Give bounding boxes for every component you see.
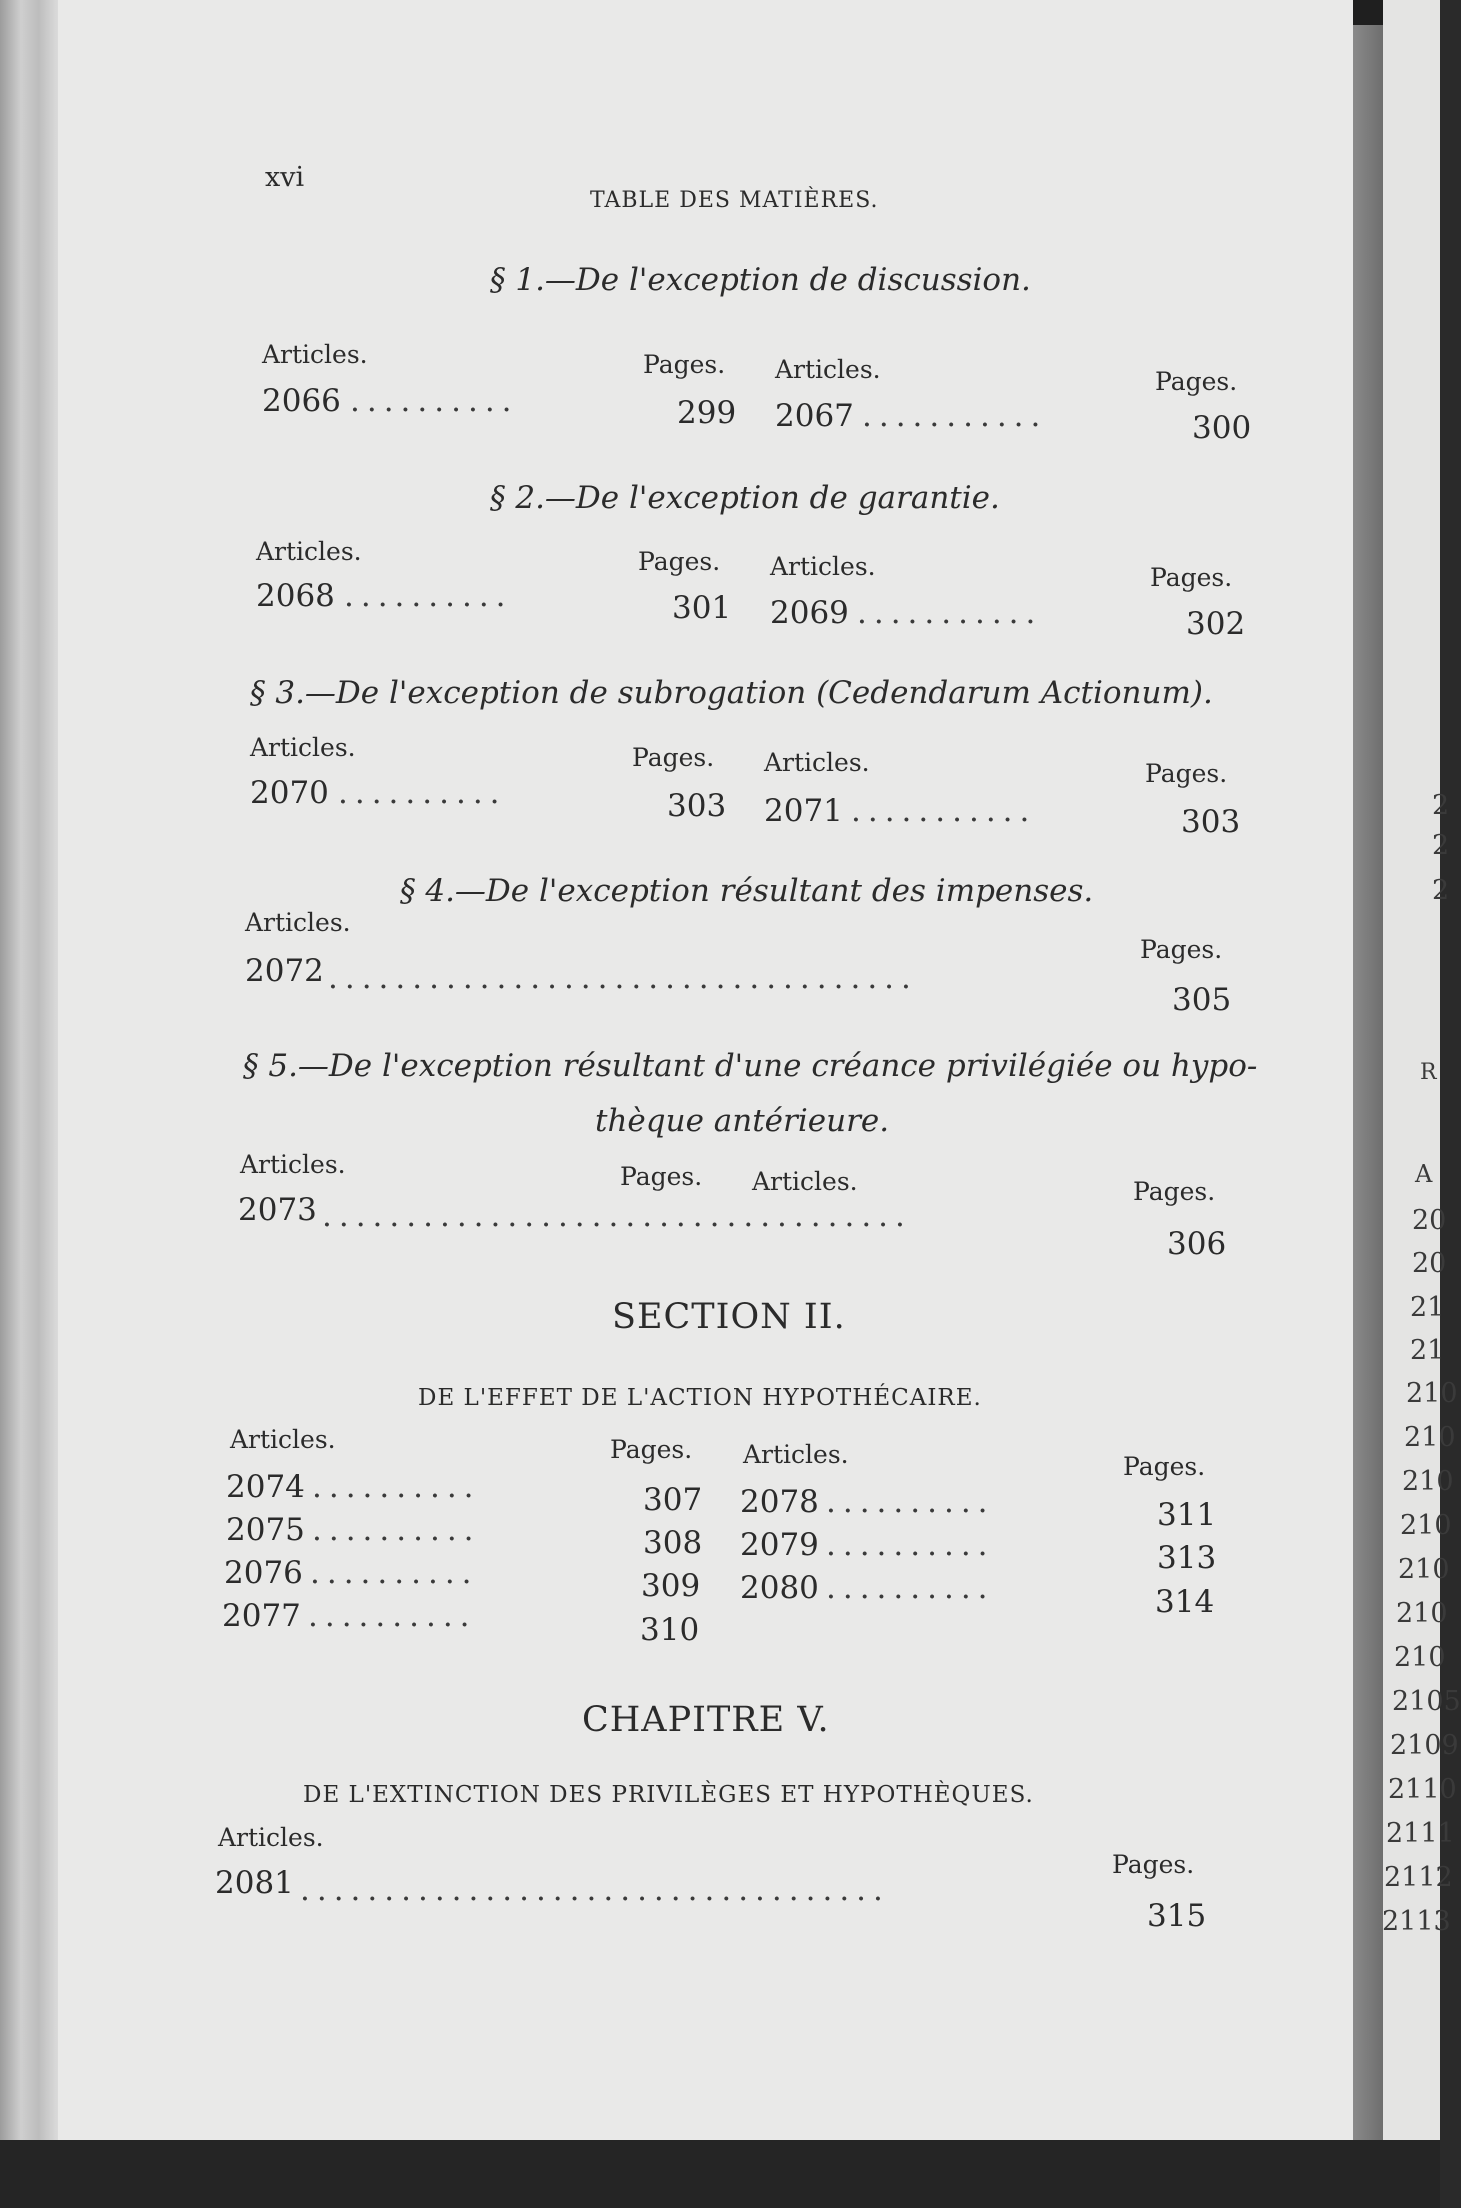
page-reference: 307	[643, 1482, 703, 1518]
articles-label: Articles.	[764, 748, 870, 777]
pages-label: Pages.	[1155, 367, 1238, 396]
book-gutter	[1353, 25, 1383, 2140]
pages-label: Pages.	[1123, 1452, 1206, 1481]
page-reference: 299	[677, 395, 737, 431]
facing-page-fragment: 20	[1412, 1248, 1447, 1279]
article-number: 2073	[238, 1192, 317, 1228]
articles-label: Articles.	[218, 1823, 324, 1852]
pages-label: Pages.	[638, 547, 721, 576]
pages-label: Pages.	[1112, 1850, 1195, 1879]
leader-dots: ...........	[862, 398, 1048, 434]
section-2-title: § 2.—De l'exception de garantie.	[490, 480, 1000, 516]
leader-dots: ..........	[312, 1512, 481, 1548]
page-reference: 313	[1157, 1540, 1217, 1576]
articles-label: Articles.	[775, 355, 881, 384]
page-reference: 300	[1192, 410, 1252, 446]
pages-label: Pages.	[1150, 563, 1233, 592]
leader-dots: ..........	[826, 1570, 995, 1606]
facing-page-fragment: 2	[1432, 875, 1450, 906]
facing-page-fragment: 2	[1432, 830, 1450, 861]
article-number: 2067	[775, 398, 854, 434]
section-5-title-continued: thèque antérieure.	[595, 1103, 890, 1139]
pages-label: Pages.	[1140, 935, 1223, 964]
facing-page-fragment: 2112	[1384, 1862, 1453, 1893]
facing-page-fragment: 210	[1396, 1598, 1448, 1629]
articles-label: Articles.	[256, 537, 362, 566]
pages-label: Pages.	[632, 743, 715, 772]
facing-page-fragment: 2110	[1388, 1774, 1457, 1805]
leader-dots: ...................................	[322, 1198, 912, 1234]
facing-page-fragment: 2111	[1386, 1818, 1455, 1849]
page-reference: 303	[1181, 804, 1241, 840]
section-1-title: § 1.—De l'exception de discussion.	[490, 262, 1031, 298]
article-number: 2072	[245, 953, 324, 989]
facing-page-fragment: 2105	[1392, 1686, 1461, 1717]
scan-bottom-border	[0, 2140, 1440, 2208]
leader-dots: ..........	[344, 578, 513, 614]
page-reference: 314	[1155, 1584, 1215, 1620]
page-reference: 306	[1167, 1226, 1227, 1262]
leader-dots: ..........	[826, 1484, 995, 1520]
articles-label: Articles.	[743, 1440, 849, 1469]
pages-label: Pages.	[610, 1435, 693, 1464]
leader-dots: ...................................	[328, 960, 918, 996]
section-5-title: § 5.—De l'exception résultant d'une créance privilégiée ou hypo-	[243, 1048, 1258, 1084]
pages-label: Pages.	[1133, 1177, 1216, 1206]
running-title: TABLE DES MATIÈRES.	[590, 188, 879, 213]
article-number: 2070	[250, 775, 329, 811]
leader-dots: ..........	[308, 1598, 477, 1634]
facing-page-fragment: 210	[1398, 1554, 1450, 1585]
pages-label: Pages.	[643, 350, 726, 379]
page-reference: 315	[1147, 1898, 1207, 1934]
article-number: 2074	[226, 1469, 305, 1505]
page-reference: 303	[667, 788, 727, 824]
page-reference: 308	[643, 1525, 703, 1561]
facing-page-fragment: 210	[1394, 1642, 1446, 1673]
page-reference: 305	[1172, 982, 1232, 1018]
article-number: 2066	[262, 383, 341, 419]
page-reference: 310	[640, 1612, 700, 1648]
chapter-heading: CHAPITRE V.	[582, 1700, 830, 1740]
page-reference: 311	[1157, 1497, 1217, 1533]
leader-dots: ..........	[350, 383, 519, 419]
leader-dots: ...........	[851, 793, 1037, 829]
facing-page-fragment: 21	[1410, 1335, 1445, 1366]
chapter-subheading: DE L'EXTINCTION DES PRIVILÈGES ET HYPOTHÈQUES.	[303, 1782, 1034, 1808]
article-number: 2076	[224, 1555, 303, 1591]
articles-label: Articles.	[240, 1150, 346, 1179]
facing-page-fragment: 20	[1412, 1205, 1447, 1236]
facing-page-fragment: 210	[1404, 1422, 1456, 1453]
articles-label: Articles.	[752, 1167, 858, 1196]
leader-dots: ...................................	[300, 1872, 890, 1908]
facing-page-fragment: 2109	[1390, 1730, 1459, 1761]
articles-label: Articles.	[230, 1425, 336, 1454]
leader-dots: ..........	[338, 775, 507, 811]
page-reference: 301	[672, 590, 732, 626]
section-heading: SECTION II.	[612, 1297, 846, 1337]
article-number: 2077	[222, 1598, 301, 1634]
article-number: 2071	[764, 793, 843, 829]
facing-page-fragment: 2113	[1382, 1906, 1451, 1937]
section-4-title: § 4.—De l'exception résultant des impenses.	[400, 873, 1094, 909]
section-subheading: DE L'EFFET DE L'ACTION HYPOTHÉCAIRE.	[418, 1385, 982, 1411]
pages-label: Pages.	[1145, 759, 1228, 788]
page-number: xvi	[265, 162, 305, 193]
leader-dots: ..........	[312, 1469, 481, 1505]
article-number: 2069	[770, 595, 849, 631]
facing-page-fragment: A	[1415, 1160, 1433, 1188]
article-number: 2080	[740, 1570, 819, 1606]
article-number: 2079	[740, 1527, 819, 1563]
leader-dots: ...........	[857, 595, 1043, 631]
article-number: 2078	[740, 1484, 819, 1520]
page-reference: 302	[1186, 606, 1246, 642]
articles-label: Articles.	[250, 733, 356, 762]
article-number: 2068	[256, 578, 335, 614]
facing-page-fragment: 210	[1400, 1510, 1452, 1541]
facing-page-fragment: 210	[1402, 1466, 1454, 1497]
page-reference: 309	[641, 1568, 701, 1604]
facing-page-fragment: 21	[1410, 1292, 1445, 1323]
facing-page-fragment: 2	[1432, 790, 1450, 821]
leader-dots: ..........	[826, 1527, 995, 1563]
articles-label: Articles.	[770, 552, 876, 581]
article-number: 2075	[226, 1512, 305, 1548]
articles-label: Articles.	[245, 908, 351, 937]
leader-dots: ..........	[310, 1555, 479, 1591]
facing-page-fragment: 210	[1406, 1378, 1458, 1409]
section-3-title: § 3.—De l'exception de subrogation (Cedendarum Actionum).	[250, 675, 1213, 711]
article-number: 2081	[215, 1865, 294, 1901]
pages-label: Pages.	[620, 1162, 703, 1191]
facing-page-fragment: R	[1420, 1060, 1437, 1085]
articles-label: Articles.	[262, 340, 368, 369]
